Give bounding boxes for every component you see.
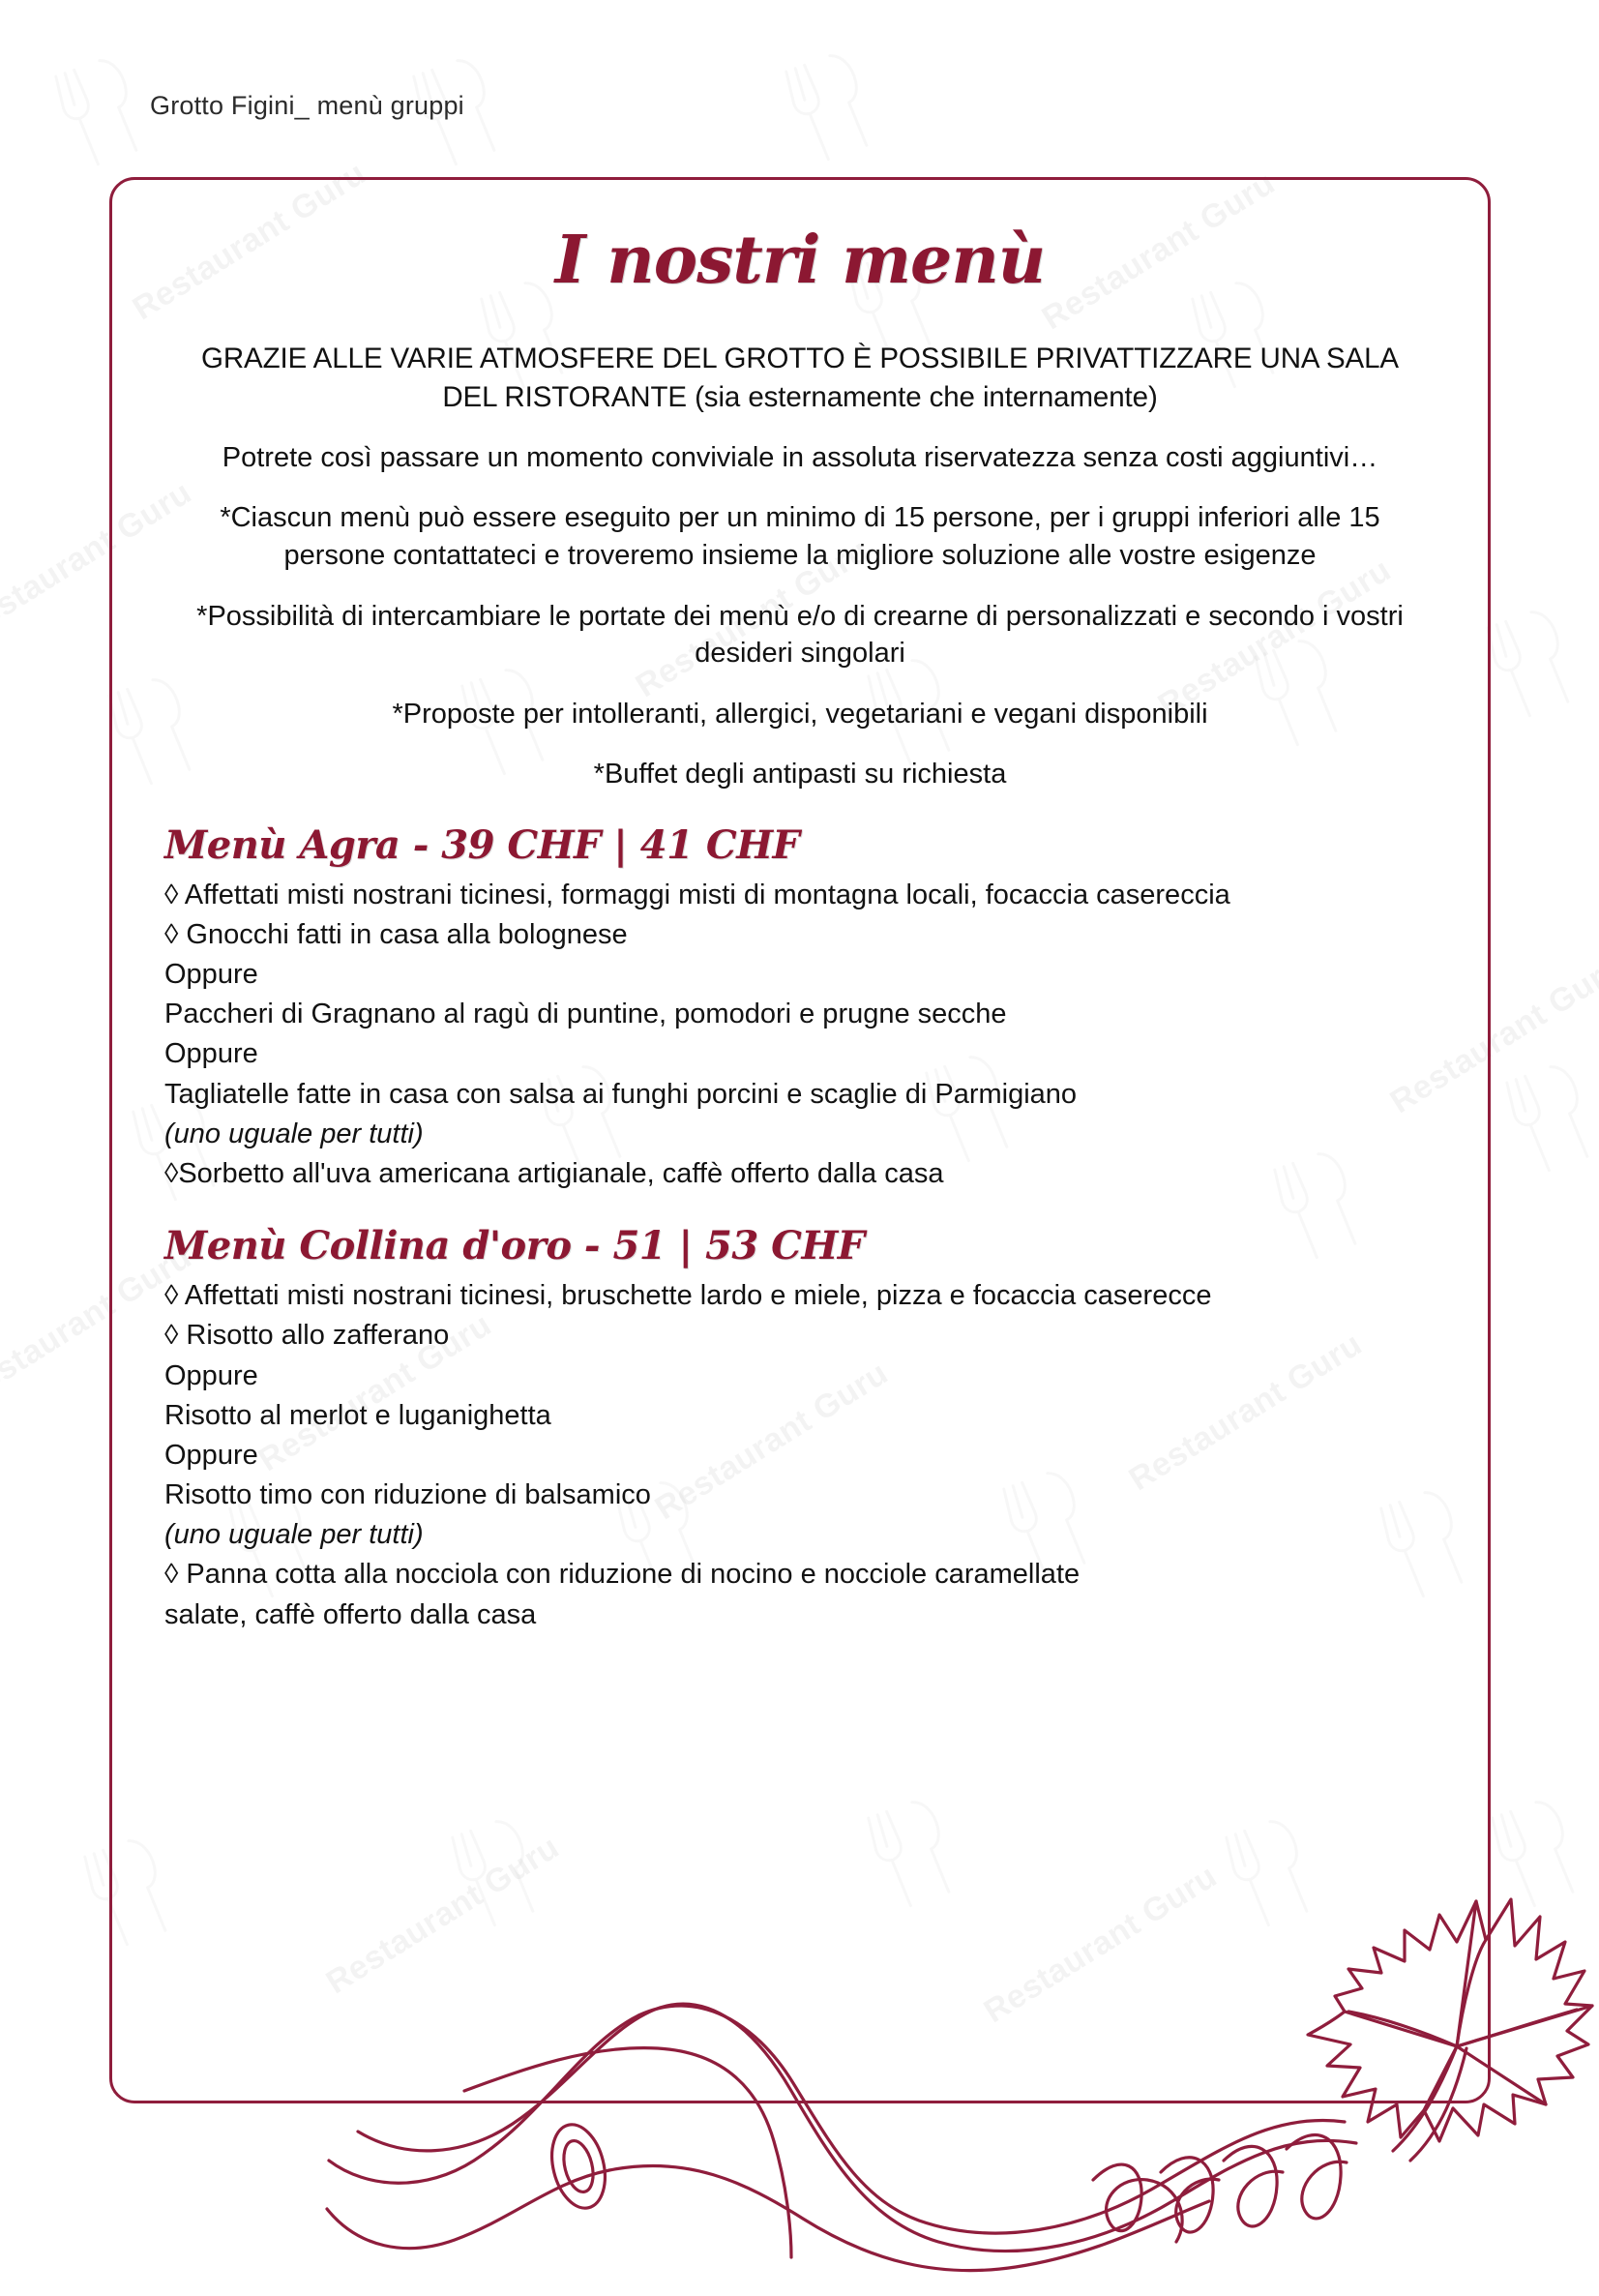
menu-section (164, 822, 1436, 1194)
intro-paragraph: *Ciascun menù può essere eseguito per un minimo di 15 persone, per i gruppi inferiori alle 15 persone contattateci e troveremo insieme la migliore soluzione alle vostre esigenze (220, 502, 1380, 571)
menu-dish-line: ◊Sorbetto all'uva americana artigianale, caffè offerto dalla casa (164, 1158, 944, 1189)
menu-dish-line: (uno uguale per tutti) (164, 1519, 424, 1551)
menu-dish-line: Paccheri di Gragnano al ragù di puntine, pomodori e prugne secche (164, 999, 1007, 1030)
menu-dish-line: Tagliatelle fatte in casa con salsa ai funghi porcini e scaglie di Parmigiano (164, 1078, 1078, 1110)
menu-dish-line: ◊ Risotto allo zafferano (164, 1320, 450, 1352)
menu-dish-line: Risotto timo con riduzione di balsamico (164, 1479, 651, 1511)
intro-paragraph: Potrete così passare un momento conviviale in assoluta riservatezza senza costi aggiuntivi… (222, 441, 1378, 473)
intro-paragraph: *Proposte per intolleranti, allergici, vegetariani e vegani disponibili (392, 698, 1208, 730)
intro-paragraph: *Possibilità di intercambiare le portate dei menù e/o di crearne di personalizzati e secondo i vostri desideri singolari (196, 600, 1404, 670)
menu-section-heading: Menù Agra - 39 CHF | 41 CHF (164, 821, 800, 868)
intro-paragraph: *Buffet degli antipasti su richiesta (593, 759, 1007, 790)
menu-dish-line: ◊ Affettati misti nostrani ticinesi, formaggi misti di montagna locali, focaccia casereccia (164, 879, 1230, 910)
menu-dish-line: salate, caffè offerto dalla casa (164, 1598, 537, 1630)
menu-section (164, 1223, 1436, 1635)
document-header-label: Grotto Figini_ menù gruppi (150, 91, 464, 120)
menu-dish-line: ◊ Gnocchi fatti in casa alla bolognese (164, 918, 628, 950)
intro-paragraph: GRAZIE ALLE VARIE ATMOSFERE DEL GROTTO È POSSIBILE PRIVATTIZZARE UNA SALA DEL RISTORANTE (sia esternamente che internamente) (200, 343, 1400, 413)
menu-card-frame (109, 177, 1491, 2103)
menu-dish-line: Oppure (164, 959, 258, 991)
menu-title: I nostri menù (554, 222, 1046, 299)
cutlery-icon (42, 47, 159, 182)
menu-dish-line: (uno uguale per tutti) (164, 1118, 424, 1149)
menu-intro-block (164, 340, 1436, 792)
menu-section-heading: Menù Collina d'oro - 51 | 53 CHF (164, 1223, 865, 1269)
cutlery-icon (1493, 1054, 1599, 1188)
menu-dish-line: Oppure (164, 1359, 258, 1391)
menu-card-content (112, 180, 1488, 2101)
cutlery-icon (772, 43, 889, 177)
cutlery-icon (1478, 1789, 1595, 1923)
menu-dish-line: Risotto al merlot e luganighetta (164, 1399, 551, 1431)
menu-sections (164, 822, 1436, 1635)
menu-dish-line: Oppure (164, 1038, 258, 1070)
menu-dish-line: Oppure (164, 1439, 258, 1471)
menu-dish-line: ◊ Affettati misti nostrani ticinesi, bruschette lardo e miele, pizza e focaccia caserecce (164, 1280, 1212, 1312)
menu-dish-line: ◊ Panna cotta alla nocciola con riduzione di nocino e nocciole caramellate (164, 1559, 1081, 1591)
